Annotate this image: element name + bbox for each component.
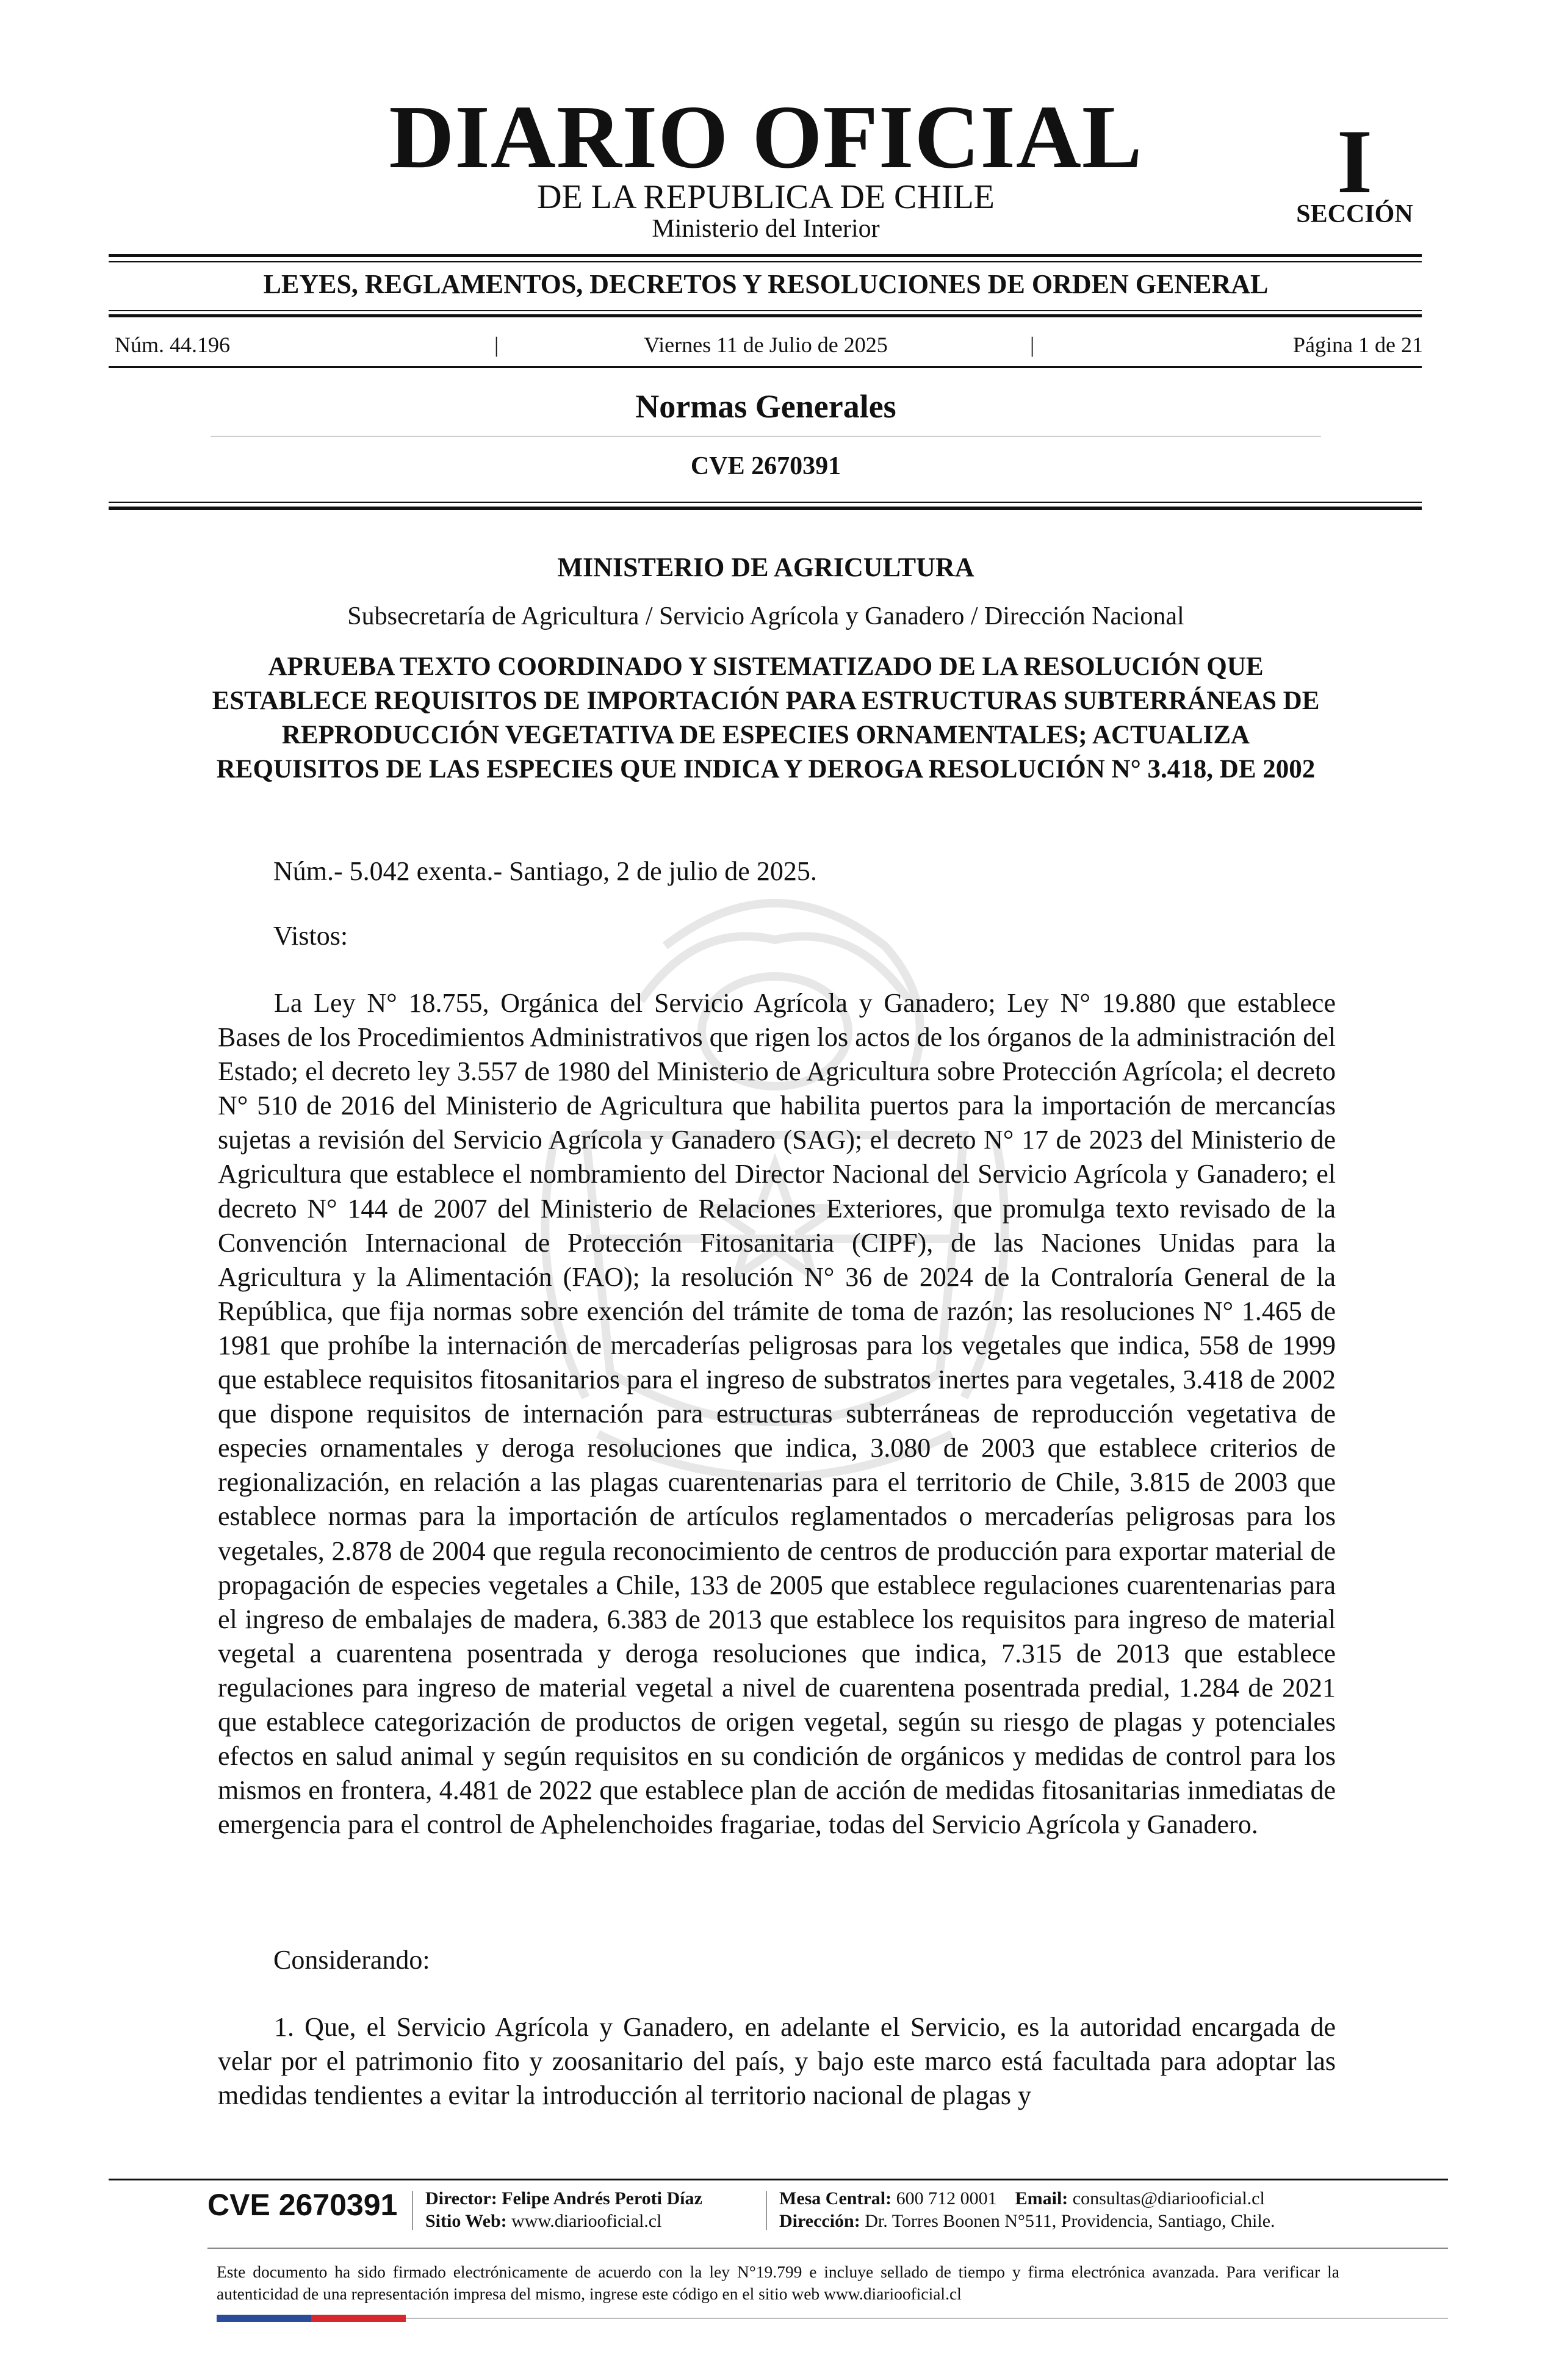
footer-website <box>425 2210 661 2233</box>
document-subsecretaria: Subsecretaría de Agricultura / Servicio Agrícola y Ganadero / Dirección Nacional <box>347 602 1184 630</box>
page-indicator: Página 1 de 21 <box>1293 333 1423 357</box>
footer-contact <box>779 2187 1265 2210</box>
footer-rule-mid <box>207 2248 1448 2249</box>
phone-number: 600 712 0001 <box>896 2188 997 2209</box>
flag-stripe-blue <box>217 2315 311 2322</box>
cve-code: CVE 2670391 <box>690 452 841 480</box>
address-label: Dirección: <box>779 2211 860 2231</box>
norms-divider <box>211 436 1321 437</box>
considerando-heading: Considerando: <box>273 1945 430 1975</box>
category-heading: LEYES, REGLAMENTOS, DECRETOS Y RESOLUCIONES DE ORDEN GENERAL <box>263 269 1269 299</box>
masthead-rule-thin <box>109 261 1422 262</box>
meta-separator: | <box>1030 333 1035 357</box>
director-name: Felipe Andrés Peroti Díaz <box>502 2188 702 2209</box>
considerando-paragraph: 1. Que, el Servicio Agrícola y Ganadero, en adelante el Servicio, es la autoridad encargada de velar por el patrimonio fito y zoosanitario del país, y bajo este marco está facultada para adoptar las medidas tendientes a evitar la introducción al territorio nacional de plagas y <box>218 2012 1336 2111</box>
website-link[interactable]: www.diariooficial.cl <box>511 2211 662 2231</box>
footer-disclaimer: Este documento ha sido firmado electrónicamente de acuerdo con la ley N°19.799 e incluye sellado de tiempo y firma electrónica avanzada. Para verificar la autenticidad de una representación impresa del mismo, ingrese este código en el sitio web www.diariooficial.cl <box>217 2262 1339 2303</box>
vistos-paragraph: La Ley N° 18.755, Orgánica del Servicio Agrícola y Ganadero; Ley N° 19.880 que establece Bases de los Procedimientos Administrativos que rigen los actos de los órganos de la administración del Estado; el decreto ley 3.557 de 1980 del Ministerio de Agricultura sobre Protección Agrícola; el decreto N° 510 de 2016 del Ministerio de Agricultura que habilita puertos para la importación de mercancías sujetas a revisión del Servicio Agrícola y Ganadero (SAG); el decreto N° 17 de 2023 del Ministerio de Agricultura que establece el nombramiento del Director Nacional del Servicio Agrícola y Ganadero; el decreto N° 144 de 2007 del Ministerio de Relaciones Exteriores, que promulga texto revisado de la Convención Internacional de Protección Fitosanitaria (CIPF), de las Naciones Unidas para la Agricultura y la Alimentación (FAO); la resolución N° 36 de 2024 de la Contraloría General de la República, que fija normas sobre exención del trámite de toma de razón; las resoluciones N° 1.465 de 1981 que prohíbe la internación de mercaderías peligrosas para los vegetales que indica, 558 de 1999 que establece requisitos fitosanitarios para el ingreso de substratos inertes para vegetales, 3.418 de 2002 que dispone requisitos de internación para estructuras subterráneas de reproducción vegetativa de especies ornamentales y deroga resoluciones que indica, 3.080 de 2003 que establece criterios de regionalización, en relación a las plagas cuarentenarias para el territorio de Chile, 3.815 de 2003 que establece normas para la importación de artículos reglamentados o mercaderías peligrosas para los vegetales, 2.878 de 2004 que regula reconocimiento de centros de producción para exportar material de propagación de especies vegetales a Chile, 133 de 2005 que establece regulaciones cuarentenarias para el ingreso de embalajes de madera, 6.383 de 2013 que establece los requisitos para ingreso de material vegetal a cuarentena posentrada y deroga resoluciones que indica, 7.315 de 2013 que establece regulaciones para ingreso de material vegetal a nivel de cuarentena posentrada predial, 1.284 de 2021 que establece categorización de productos de origen vegetal, según su riesgo de plagas y potenciales efectos en salud animal y según requisitos en su condición de orgánicos y medidas de control para los mismos en frontera, 4.481 de 2022 que establece plan de acción de medidas fitosanitarias inmediatas de emergencia para el control de Aphelenchoides fragariae, todas del Servicio Agrícola y Ganadero. <box>218 988 1336 1840</box>
director-label: Director: <box>425 2188 497 2209</box>
document-ministry: MINISTERIO DE AGRICULTURA <box>557 552 974 582</box>
masthead-subtitle: DE LA REPUBLICA DE CHILE <box>537 178 995 216</box>
resolution-number: Núm.- 5.042 exenta.- Santiago, 2 de julio de 2025. <box>273 856 817 886</box>
section-numeral: I <box>1336 111 1373 212</box>
email-link[interactable]: consultas@diariooficial.cl <box>1072 2188 1265 2209</box>
footer-rule-bottom <box>406 2318 1448 2319</box>
footer-director <box>425 2187 702 2210</box>
category-rule-thick <box>109 314 1422 317</box>
meta-rule <box>109 366 1422 368</box>
masthead-ministry: Ministerio del Interior <box>652 215 880 243</box>
address-text: Dr. Torres Boonen N°511, Providencia, Santiago, Chile. <box>865 2211 1275 2231</box>
footer-address <box>779 2210 1275 2233</box>
masthead-title: DIARIO OFICIAL <box>389 87 1143 187</box>
issue-date: Viernes 11 de Julio de 2025 <box>644 333 888 357</box>
section-label: SECCIÓN <box>1296 200 1413 228</box>
vistos-heading: Vistos: <box>273 921 348 951</box>
header-rule-thin <box>109 502 1422 503</box>
category-rule-thin <box>109 310 1422 311</box>
footer-divider <box>412 2191 413 2230</box>
flag-stripe-red <box>311 2315 406 2322</box>
email-label: Email: <box>1015 2188 1068 2209</box>
issue-number: Núm. 44.196 <box>115 333 230 357</box>
footer-divider <box>766 2191 767 2230</box>
masthead-rule-thick <box>109 254 1422 257</box>
footer-cve: CVE 2670391 <box>207 2188 398 2222</box>
phone-label: Mesa Central: <box>779 2188 892 2209</box>
meta-separator: | <box>494 333 499 357</box>
website-label: Sitio Web: <box>425 2211 507 2231</box>
footer-rule-top <box>109 2179 1448 2180</box>
document-title: APRUEBA TEXTO COORDINADO Y SISTEMATIZADO DE LA RESOLUCIÓN QUE ESTABLECE REQUISITOS DE IMPORTACIÓN PARA ESTRUCTURAS SUBTERRÁNEAS DE REPRODUCCIÓN VEGETATIVA DE ESPECIES ORNAMENTALES; ACTUALIZA REQUISITOS DE LAS ESPECIES QUE INDICA Y DEROGA RESOLUCIÓN N° 3.418, DE 2002 <box>212 652 1320 784</box>
header-rule-thick <box>109 507 1422 510</box>
norms-title: Normas Generales <box>635 388 896 425</box>
